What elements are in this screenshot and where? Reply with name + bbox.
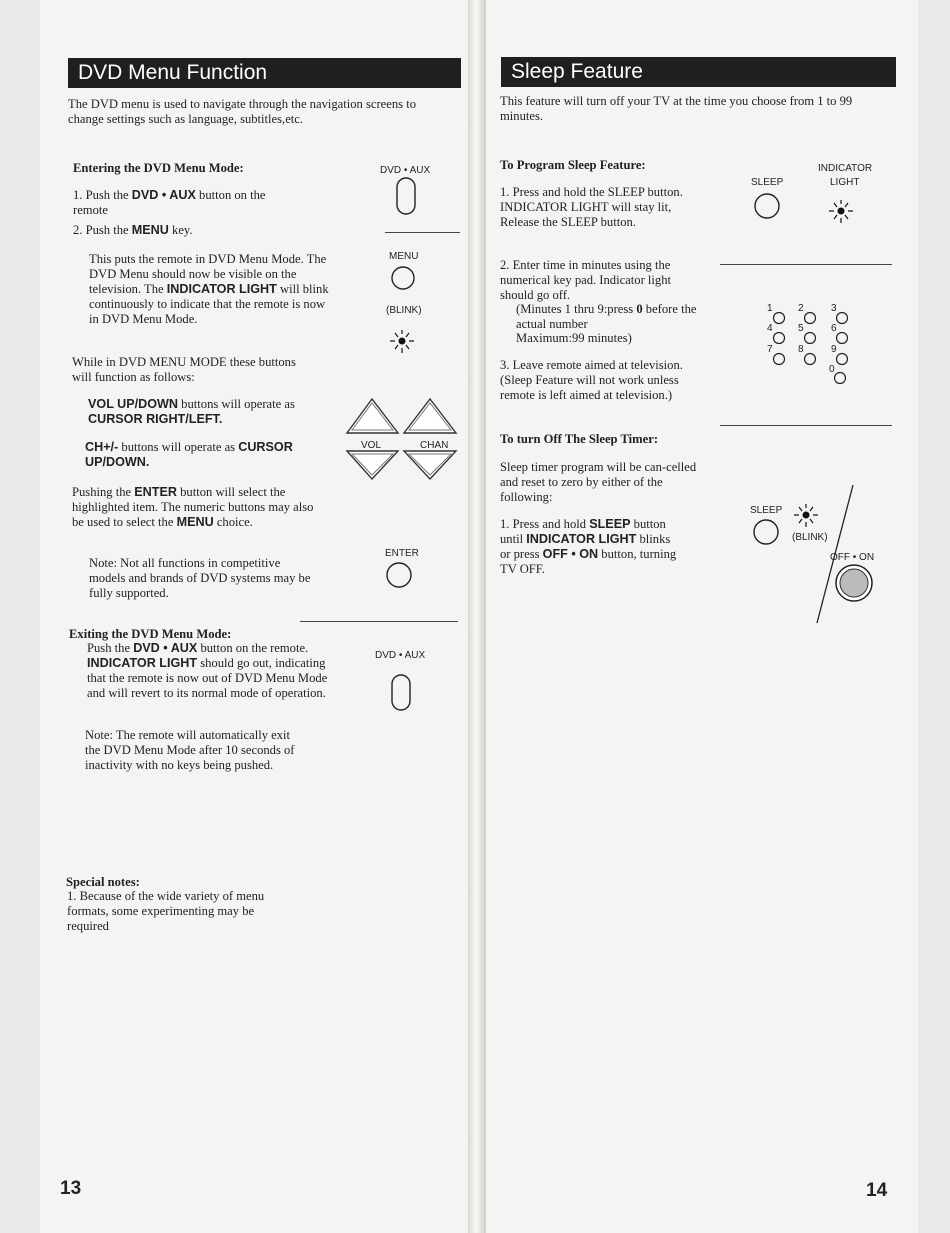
t1-bold: SLEEP	[589, 517, 631, 531]
step1-pre: 1. Push the	[73, 188, 132, 202]
t1-mid2: blinks or press	[500, 532, 671, 561]
puts-post: will blink continuously to indicate that the remote is now in DVD Menu Mode.	[89, 282, 329, 326]
puts-text	[89, 252, 329, 327]
sleep-label: SLEEP	[751, 177, 784, 188]
divider-line	[720, 425, 892, 426]
dvd-intro: The DVD menu is used to navigate through the navigation screens to change settings such as language, subtitles,etc.	[68, 97, 416, 126]
enter-post: choice.	[213, 515, 253, 529]
ch-bold2: CURSOR UP/DOWN.	[85, 440, 293, 469]
step1-text	[73, 188, 303, 218]
vol-bold2: CURSOR RIGHT/LEFT.	[88, 412, 223, 426]
vol-label: VOL	[361, 440, 382, 451]
key-label: 3	[831, 303, 837, 314]
turnoff-step1	[500, 517, 680, 577]
indicator-light-icon	[390, 328, 416, 354]
vol-text	[88, 397, 318, 427]
exit-mid: button on the remote.	[197, 641, 309, 655]
step2-text	[73, 223, 333, 238]
ch-bold: CH+/-	[85, 440, 119, 454]
sleep-step2-max: Maximum:99 minutes)	[516, 331, 632, 345]
enter-label: ENTER	[385, 548, 419, 559]
page-number-right: 14	[866, 1180, 888, 1201]
sleep-step1: 1. Press and hold the SLEEP button. INDICATOR LIGHT will stay lit, Release the SLEEP button.	[500, 185, 683, 229]
key-label: 9	[831, 344, 837, 355]
special-item-1: 1. Because of the wide variety of menu formats, some experimenting may be required	[67, 889, 265, 933]
key-label: 7	[767, 344, 773, 355]
sleep-button-icon	[753, 518, 783, 548]
keypad-buttons-icon	[770, 308, 850, 388]
enter-bold: ENTER	[134, 485, 177, 499]
sleep-label-2: SLEEP	[750, 505, 783, 516]
puts-bold: INDICATOR LIGHT	[166, 282, 277, 296]
offon-label: OFF • ON	[830, 552, 875, 563]
dvd-aux-button-icon	[391, 674, 411, 714]
turnoff-heading: To turn Off The Sleep Timer:	[500, 432, 659, 446]
ch-text	[85, 440, 330, 470]
indicator-light-icon	[829, 198, 855, 224]
exiting-heading: Exiting the DVD Menu Mode:	[69, 627, 232, 641]
sleep-intro: This feature will turn off your TV at the time you choose from 1 to 99 minutes.	[500, 94, 853, 123]
dvd-aux-label: DVD • AUX	[380, 165, 431, 176]
divider-line	[385, 232, 460, 233]
key-label: 0	[829, 364, 835, 375]
sleep-step3: 3. Leave remote aimed at television. (Sleep Feature will not work unless remote is left aimed at television.)	[500, 358, 683, 402]
enter-bold2: MENU	[176, 515, 214, 529]
note1: Note: Not all functions in competitive models and brands of DVD systems may be fully supported.	[89, 556, 311, 600]
vol-mid: buttons will operate as	[178, 397, 295, 411]
special-heading: Special notes:	[66, 875, 140, 889]
blink-label: (BLINK)	[386, 305, 422, 316]
exit-bold2: INDICATOR LIGHT	[87, 656, 198, 670]
divider-line	[720, 264, 892, 265]
light-label: LIGHT	[830, 177, 860, 188]
t1-bold3: OFF • ON	[542, 547, 599, 561]
t1-bold2: INDICATOR LIGHT	[526, 532, 637, 546]
t1-mid: button until	[500, 517, 666, 546]
exit-text	[87, 641, 347, 701]
enter-text	[72, 485, 317, 530]
page-fold	[468, 0, 486, 1233]
step2-ex-post: before the actual number	[516, 302, 697, 331]
indicator-label: INDICATOR	[818, 163, 873, 174]
step2-pre: 2. Push the	[73, 223, 132, 237]
sleep-button-icon	[753, 192, 783, 222]
exit-pre: Push the	[87, 641, 134, 655]
step2-ex-pre: (Minutes 1 thru 9:press	[516, 302, 637, 316]
blink-label-2: (BLINK)	[792, 532, 828, 543]
step2-bold: MENU	[131, 223, 169, 237]
while-text: While in DVD MENU MODE these buttons will function as follows:	[72, 355, 296, 384]
key-label: 8	[798, 344, 804, 355]
key-label: 4	[767, 323, 773, 334]
vol-bold: VOL UP/DOWN	[88, 397, 179, 411]
turnoff-text: Sleep timer program will be can-celled and reset to zero by either of the following:	[500, 460, 697, 504]
dvd-menu-header: DVD Menu Function	[68, 58, 461, 88]
step2-post: key.	[168, 223, 193, 237]
note2: Note: The remote will automatically exit the DVD Menu Mode after 10 seconds of inactivity with no keys being pushed.	[85, 728, 295, 772]
dvd-aux-label-2: DVD • AUX	[375, 650, 426, 661]
menu-button-icon	[391, 264, 421, 294]
enter-button-icon	[386, 561, 416, 591]
ch-mid: buttons will operate as	[118, 440, 239, 454]
key-label: 1	[767, 303, 773, 314]
power-button-icon	[834, 563, 876, 605]
step2-ex-bold: 0	[636, 302, 643, 316]
entering-heading: Entering the DVD Menu Mode:	[73, 161, 244, 175]
t1-post: button, turning TV OFF.	[500, 547, 677, 576]
exit-post: should go out, indicating that the remote is now out of DVD Menu Mode and will revert to its normal mode of operation.	[87, 656, 328, 700]
exit-bold: DVD • AUX	[133, 641, 198, 655]
key-label: 5	[798, 323, 804, 334]
t1-pre: 1. Press and hold	[500, 517, 590, 531]
menu-label: MENU	[389, 251, 419, 262]
page-number-left: 13	[60, 1178, 82, 1199]
program-heading: To Program Sleep Feature:	[500, 158, 646, 172]
chan-label: CHAN	[420, 440, 449, 451]
vol-chan-arrows-icon	[346, 397, 458, 481]
dvd-aux-button-icon	[396, 177, 416, 217]
key-label: 6	[831, 323, 837, 334]
step1-bold: DVD • AUX	[131, 188, 196, 202]
step1-post: button on the remote	[73, 188, 266, 217]
sleep-feature-header: Sleep Feature	[501, 57, 896, 87]
puts-pre: This puts the remote in DVD Menu Mode. The DVD Menu should now be visible on the television. The	[89, 252, 327, 296]
enter-pre: Pushing the	[72, 485, 135, 499]
key-label: 2	[798, 303, 804, 314]
divider-line	[300, 621, 458, 622]
sleep-step2: 2. Enter time in minutes using the numerical key pad. Indicator light should go off.	[500, 258, 672, 302]
sleep-step2-example	[516, 302, 706, 332]
enter-mid: button will select the highlighted item. The numeric buttons may also be used to select the	[72, 485, 314, 529]
